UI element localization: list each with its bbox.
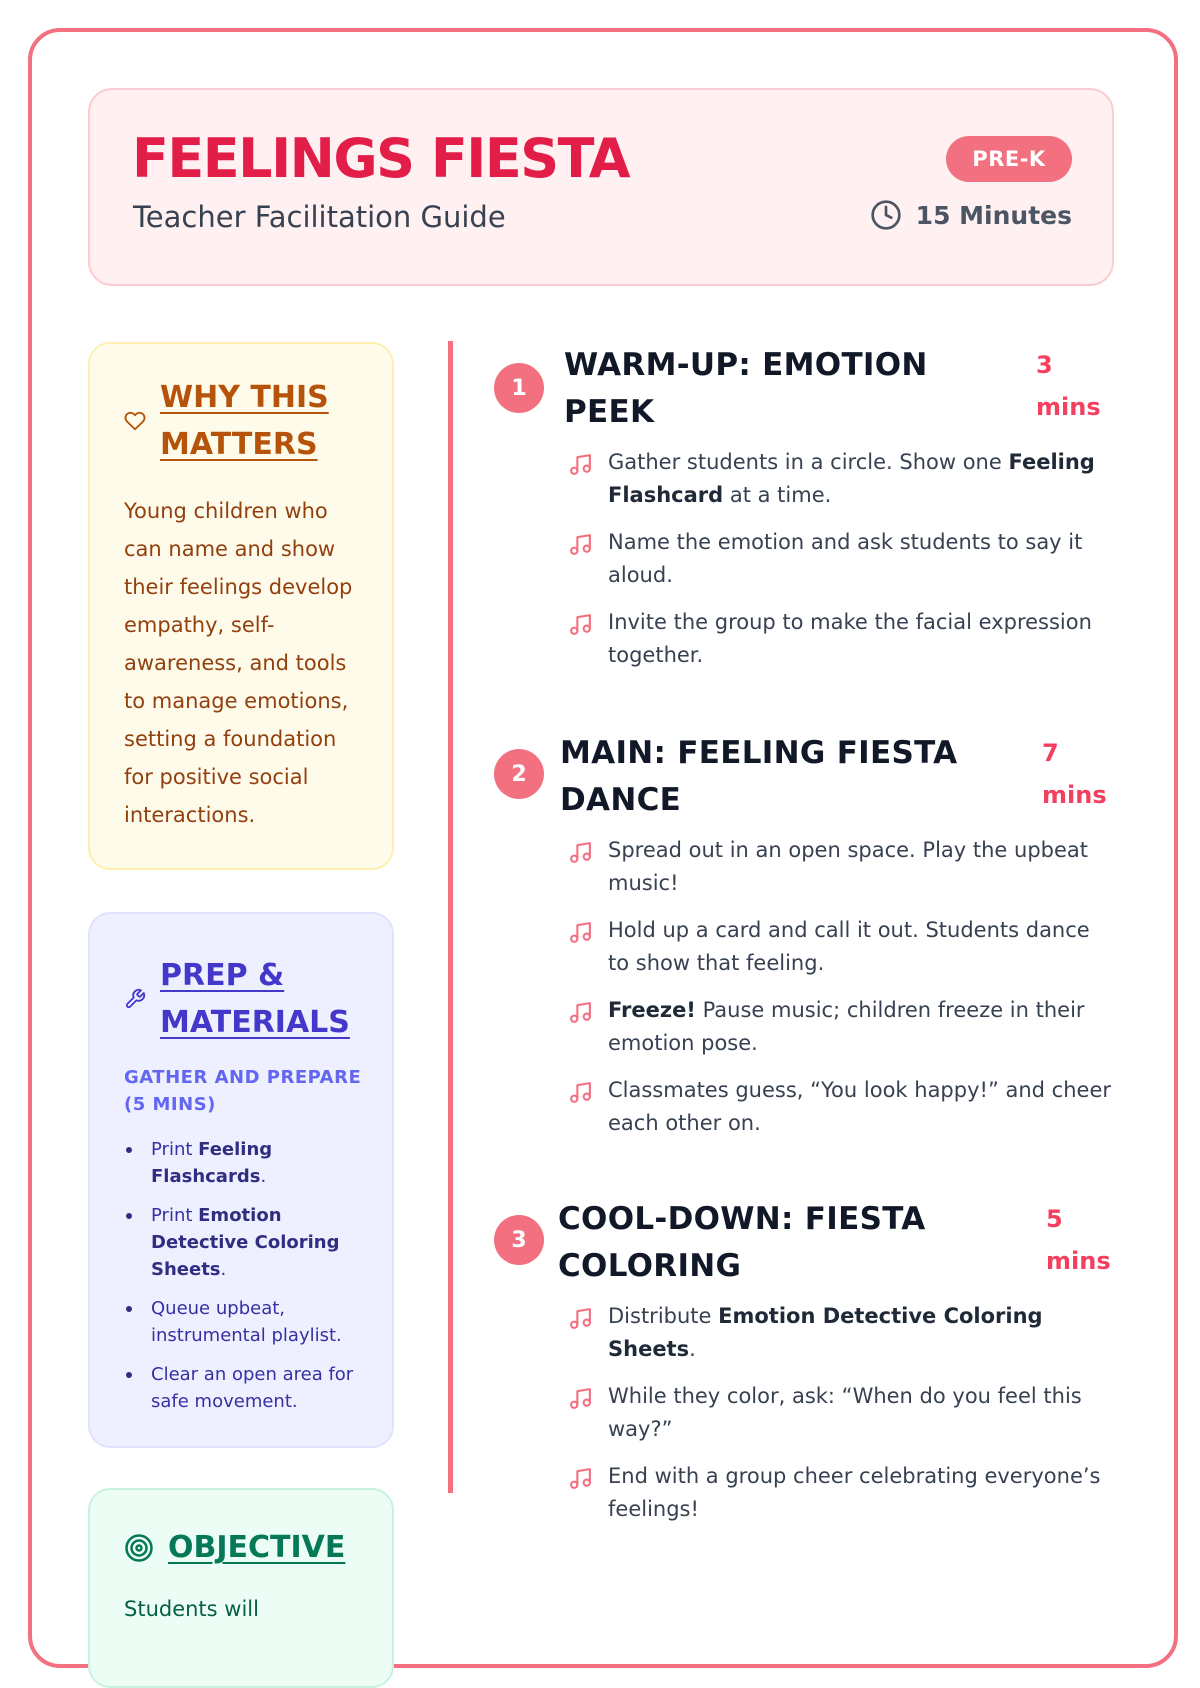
list-item: Queue upbeat, instrumental playlist.	[124, 1295, 364, 1349]
music-note-icon	[568, 920, 593, 945]
heart-icon	[124, 410, 146, 432]
list-item: Hold up a card and call it out. Students dance to show that feeling.	[568, 914, 1116, 980]
list-item: Print Feeling Flashcards.	[124, 1136, 364, 1190]
page-subtitle: Teacher Facilitation Guide	[133, 200, 506, 234]
page-title: FEELINGS FIESTA	[132, 127, 630, 190]
objective-body: Students will	[124, 1597, 259, 1621]
step-number: 2	[494, 749, 544, 799]
music-note-icon	[568, 1466, 593, 1491]
step-list	[568, 446, 1116, 686]
prep-subheading: GATHER AND PREPARE (5 MINS)	[124, 1067, 362, 1115]
clock-icon	[870, 199, 902, 231]
list-item: Name the emotion and ask students to say it aloud.	[568, 526, 1116, 592]
why-body: Young children who can name and show their feelings develop empathy, self-awareness, and tools to manage emotions, setting a foundation for positive social interactions.	[124, 499, 353, 827]
list-item: Print Emotion Detective Coloring Sheets.	[124, 1202, 364, 1283]
list-item: Freeze! Pause music; children freeze in their emotion pose.	[568, 994, 1116, 1060]
step-duration: 7 mins	[1042, 739, 1107, 809]
step-duration: 5 mins	[1046, 1205, 1111, 1275]
objective-title[interactable]: OBJECTIVE	[168, 1530, 346, 1565]
grade-badge: PRE-K	[946, 136, 1072, 182]
music-note-icon	[568, 1000, 593, 1025]
prep-list	[124, 1136, 364, 1427]
why-title[interactable]: WHY THIS MATTERS	[160, 380, 329, 462]
music-note-icon	[568, 1306, 593, 1331]
why-heading	[124, 374, 340, 468]
music-note-icon	[568, 1080, 593, 1105]
list-item: Classmates guess, “You look happy!” and cheer each other on.	[568, 1074, 1116, 1140]
why-card	[88, 342, 394, 870]
list-item: Clear an open area for safe movement.	[124, 1361, 364, 1415]
timeline-bar	[448, 341, 453, 1493]
list-item: Spread out in an open space. Play the upbeat music!	[568, 834, 1116, 900]
step-duration: 3 mins	[1036, 351, 1101, 421]
music-note-icon	[568, 1386, 593, 1411]
step-title: WARM-UP: EMOTION PEEK	[564, 347, 928, 430]
prep-heading	[124, 952, 360, 1046]
prep-card	[88, 912, 394, 1448]
music-note-icon	[568, 532, 593, 557]
list-item: While they color, ask: “When do you feel this way?”	[568, 1380, 1116, 1446]
header-banner	[88, 88, 1114, 286]
music-note-icon	[568, 612, 593, 637]
objective-heading	[124, 1524, 345, 1571]
step-number: 1	[494, 363, 544, 413]
list-item: Invite the group to make the facial expression together.	[568, 606, 1116, 672]
step-list	[568, 834, 1116, 1154]
music-note-icon	[568, 452, 593, 477]
step-number: 3	[494, 1215, 544, 1265]
wrench-icon	[124, 988, 146, 1010]
music-note-icon	[568, 840, 593, 865]
duration-text: 15 Minutes	[915, 200, 1072, 230]
step-title: MAIN: FEELING FIESTA DANCE	[560, 735, 958, 818]
list-item: Distribute Emotion Detective Coloring Sheets.	[568, 1300, 1116, 1366]
objective-card	[88, 1488, 394, 1688]
target-icon	[124, 1533, 154, 1563]
duration	[870, 198, 1072, 232]
prep-title[interactable]: PREP & MATERIALS	[160, 958, 350, 1040]
step-list	[568, 1300, 1116, 1540]
step-title: COOL-DOWN: FIESTA COLORING	[558, 1201, 926, 1284]
list-item: Gather students in a circle. Show one Feeling Flashcard at a time.	[568, 446, 1116, 512]
list-item: End with a group cheer celebrating everyone’s feelings!	[568, 1460, 1116, 1526]
